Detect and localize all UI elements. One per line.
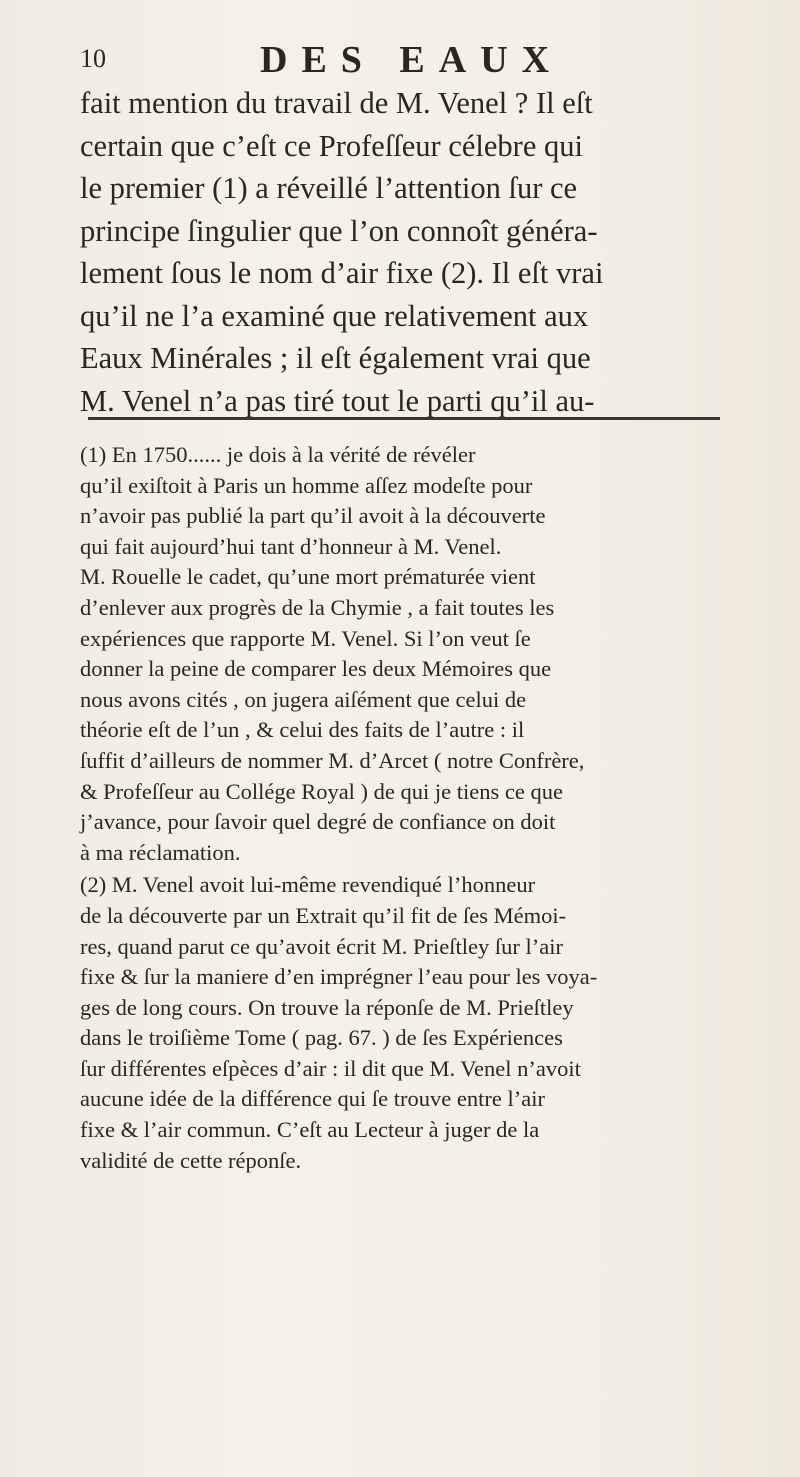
text-line: certain que c’eſt ce Profeſſeur célebre qui bbox=[80, 128, 583, 163]
footnote-line: de la découverte par un Extrait qu’il fit de ſes Mémoi- bbox=[80, 902, 567, 928]
running-title: DES EAUX bbox=[260, 39, 564, 81]
footnote-line: ges de long cours. On trouve la réponſe de M. Prieſtley bbox=[80, 994, 574, 1020]
text-line: qu’il ne l’a examiné que relativement aux bbox=[80, 298, 589, 333]
footnote-line: théorie eſt de l’un , & celui des faits de l’autre : il bbox=[80, 717, 525, 743]
page-header bbox=[80, 38, 720, 88]
text-line: le premier (1) a réveillé l’attention ſur ce bbox=[80, 171, 578, 205]
footnote-line: fixe & l’air commun. C’eſt au Lecteur à juger de la bbox=[80, 1117, 540, 1143]
text-line: lement ſous le nom d’air fixe (2). Il eſt vrai bbox=[80, 256, 604, 290]
text-line: M. Venel n’a pas tiré tout le parti qu’il au- bbox=[80, 383, 595, 418]
footnote-2 bbox=[80, 870, 725, 1176]
footnote-line: ſur différentes eſpèces d’air : il dit que M. Venel n’avoit bbox=[80, 1055, 581, 1081]
main-text bbox=[80, 82, 725, 422]
footnote-line: nous avons cités , on jugera aiſément que celui de bbox=[80, 686, 527, 712]
footnote-line: & Profeſſeur au Collége Royal ) de qui je tiens ce que bbox=[80, 778, 563, 804]
footnote-line: res, quand parut ce qu’avoit écrit M. Prieſtley ſur l’air bbox=[80, 933, 563, 959]
text-line: fait mention du travail de M. Venel ? Il eſt bbox=[80, 86, 593, 120]
footnote-line: qu’il exiſtoit à Paris un homme aſſez modeſte pour bbox=[80, 472, 533, 498]
footnote-line: M. Rouelle le cadet, qu’une mort prématurée vient bbox=[80, 564, 536, 590]
footnote-line: (2) M. Venel avoit lui-même revendiqué l’honneur bbox=[80, 872, 536, 898]
footnote-separator bbox=[88, 417, 720, 420]
footnote-line: aucune idée de la différence qui ſe trouve entre l’air bbox=[80, 1086, 545, 1112]
footnote-1 bbox=[80, 440, 725, 868]
footnote-line: fixe & ſur la maniere d’en imprégner l’eau pour les voya- bbox=[80, 964, 598, 990]
footnotes bbox=[80, 440, 725, 1176]
text-line: Eaux Minérales ; il eſt également vrai que bbox=[80, 341, 591, 375]
footnote-line: (1) En 1750...... je dois à la vérité de révéler bbox=[80, 442, 476, 467]
page-number: 10 bbox=[80, 44, 106, 73]
footnote-line: d’enlever aux progrès de la Chymie , a fait toutes les bbox=[80, 594, 555, 620]
footnote-line: n’avoir pas publié la part qu’il avoit à la découverte bbox=[80, 503, 546, 529]
footnote-line: ſuffit d’ailleurs de nommer M. d’Arcet ( notre Confrère, bbox=[80, 747, 585, 773]
footnote-line: à ma réclamation. bbox=[80, 839, 241, 865]
footnote-line: j’avance, pour ſavoir quel degré de confiance on doit bbox=[80, 809, 556, 835]
footnote-line: validité de cette réponſe. bbox=[80, 1147, 302, 1173]
footnote-line: donner la peine de comparer les deux Mémoires que bbox=[80, 656, 552, 682]
text-line: principe ſingulier que l’on connoît généra- bbox=[80, 213, 598, 248]
footnote-line: expériences que rapporte M. Venel. Si l’on veut ſe bbox=[80, 625, 531, 651]
footnote-line: qui fait aujourd’hui tant d’honneur à M. Venel. bbox=[80, 533, 502, 559]
footnote-line: dans le troiſième Tome ( pag. 67. ) de ſes Expériences bbox=[80, 1025, 563, 1051]
